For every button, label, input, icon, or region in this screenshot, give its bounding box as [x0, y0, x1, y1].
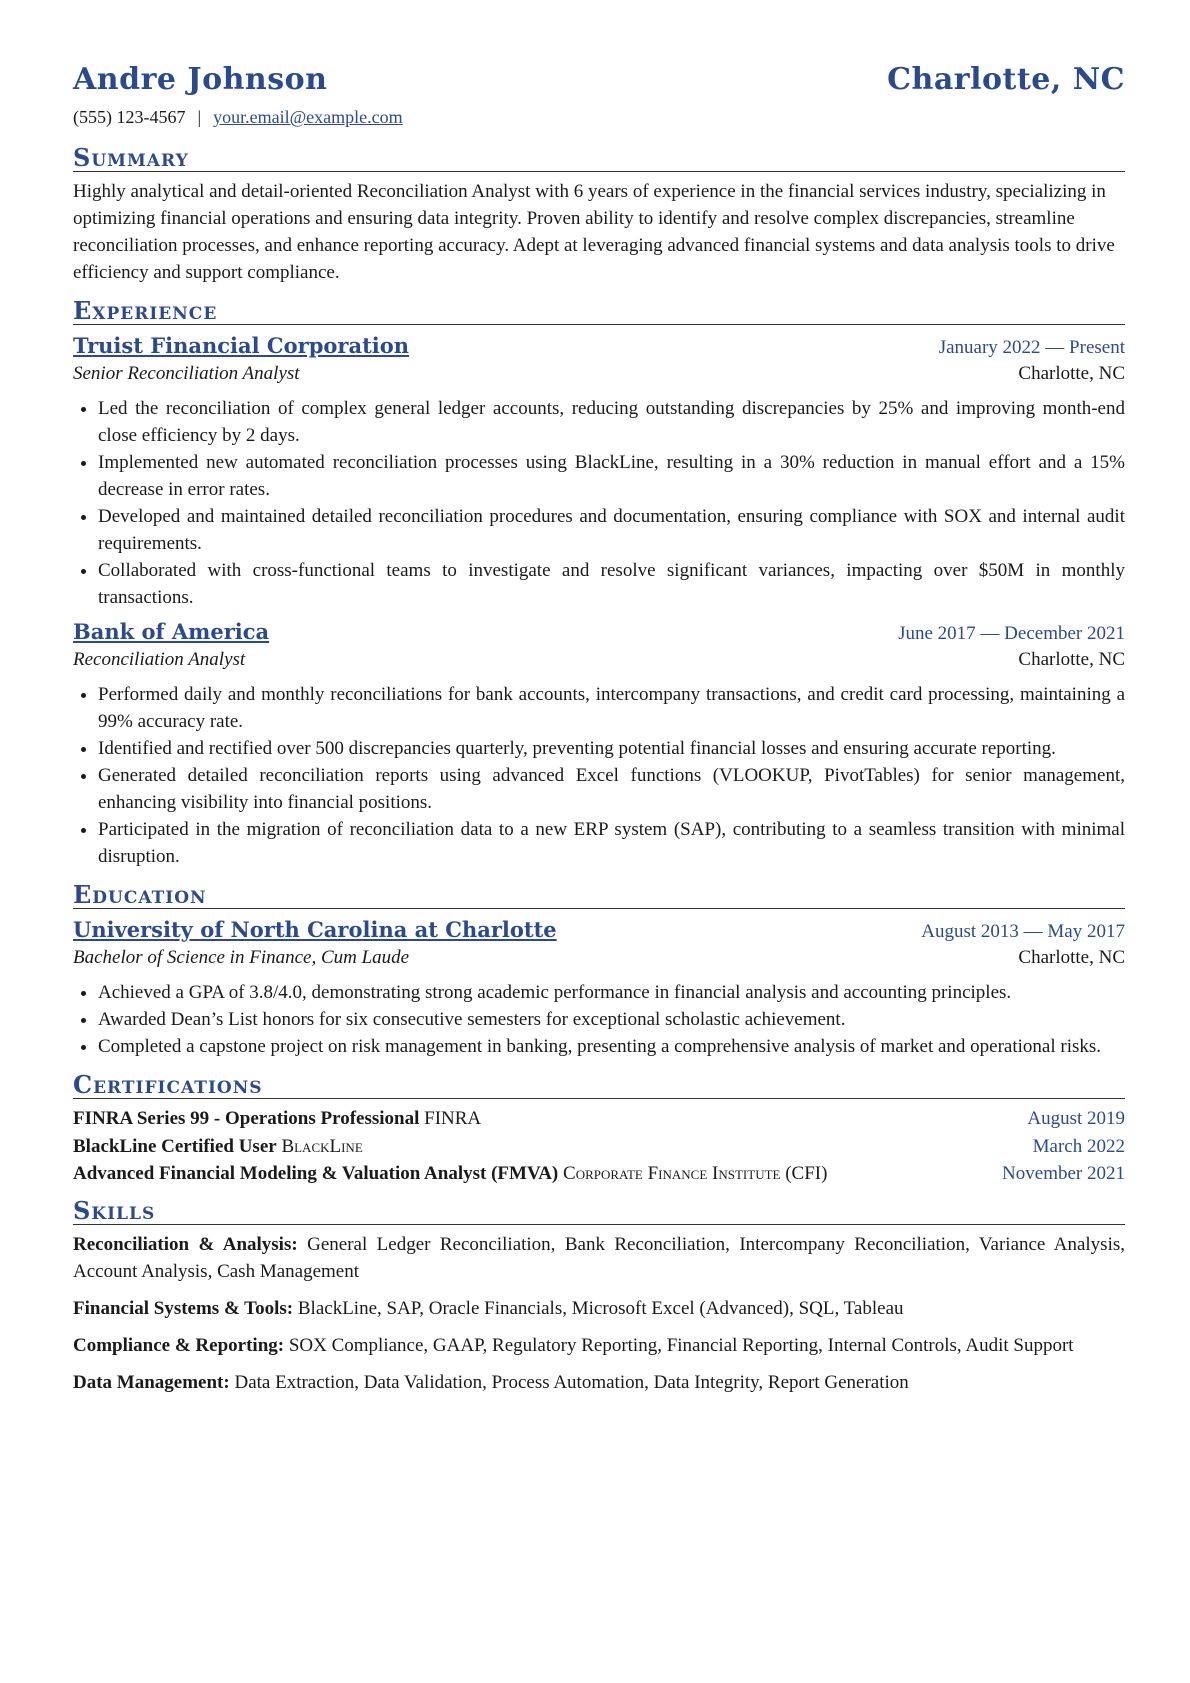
- education-dates: August 2013 — May 2017: [921, 921, 1125, 942]
- skill-group-label: Reconciliation & Analysis:: [73, 1233, 298, 1255]
- skill-group: [73, 1332, 1125, 1359]
- skill-group-label: Financial Systems & Tools:: [73, 1297, 294, 1319]
- education-location: Charlotte, NC: [1018, 947, 1125, 968]
- skill-group: [73, 1295, 1125, 1322]
- employment-dates: January 2022 — Present: [938, 337, 1125, 358]
- certification-issuer: FINRA: [424, 1108, 482, 1129]
- certification-date: November 2021: [1002, 1163, 1125, 1184]
- experience-entry: [73, 619, 1125, 870]
- certification-date: August 2019: [1027, 1108, 1125, 1129]
- school-link[interactable]: University of North Carolina at Charlotte: [73, 917, 557, 942]
- company-link[interactable]: Bank of America: [73, 619, 270, 644]
- section-heading-experience: Experience: [73, 298, 1125, 325]
- section-heading-education: Education: [73, 882, 1125, 909]
- list-item: • Awarded Dean’s List honors for six consecutive semesters for exceptional scholastic achievement.: [98, 1006, 1125, 1033]
- list-item: • Completed a capstone project on risk management in banking, presenting a comprehensive analysis of market and operational risks.: [98, 1033, 1125, 1060]
- skill-group-items: SOX Compliance, GAAP, Regulatory Reporting, Financial Reporting, Internal Controls, Audit Support: [288, 1334, 1074, 1356]
- experience-bullets: [73, 681, 1125, 870]
- job-title: Senior Reconciliation Analyst: [73, 363, 300, 384]
- certifications-list: [73, 1105, 1125, 1188]
- skill-group-items: BlackLine, SAP, Oracle Financials, Microsoft Excel (Advanced), SQL, Tableau: [297, 1297, 904, 1319]
- phone-number: (555) 123-4567: [73, 107, 186, 127]
- company-link[interactable]: Truist Financial Corporation: [73, 333, 410, 358]
- certification-name: FINRA Series 99 - Operations Professional: [73, 1108, 420, 1129]
- skill-group-items: Data Extraction, Data Validation, Process Automation, Data Integrity, Report Generation: [234, 1371, 909, 1393]
- certification-issuer: Corporate Finance Institute: [563, 1163, 781, 1184]
- resume-page: [73, 62, 1125, 1396]
- skill-group-items: General Ledger Reconciliation, Bank Reconciliation, Intercompany Reconciliation, Variance Analysis, Account Analysis, Cash Management: [73, 1233, 1125, 1282]
- education-bullets: [73, 979, 1125, 1060]
- certification-issuer-abbrev: (CFI): [785, 1163, 828, 1184]
- section-heading-certifications: Certifications: [73, 1072, 1125, 1099]
- list-item: • Participated in the migration of reconciliation data to a new ERP system (SAP), contributing to a seamless transition with minimal disruption.: [98, 816, 1125, 870]
- certification-name: BlackLine Certified User: [73, 1135, 277, 1157]
- candidate-location: Charlotte, NC: [887, 62, 1125, 97]
- skill-group-label: Data Management:: [73, 1371, 230, 1393]
- skill-group: [73, 1369, 1125, 1396]
- education-entry: [73, 917, 1125, 1060]
- experience-entry: [73, 333, 1125, 611]
- employment-dates: June 2017 — December 2021: [898, 623, 1125, 644]
- candidate-name: Andre Johnson: [73, 62, 328, 97]
- certification-item: [73, 1133, 1125, 1161]
- email-link[interactable]: your.email@example.com: [213, 107, 403, 127]
- job-location: Charlotte, NC: [1018, 649, 1125, 670]
- job-title: Reconciliation Analyst: [73, 649, 246, 670]
- experience-bullets: [73, 395, 1125, 611]
- section-heading-skills: Skills: [73, 1198, 1125, 1225]
- certification-item: [73, 1160, 1125, 1188]
- certification-item: [73, 1105, 1125, 1133]
- section-heading-summary: Summary: [73, 145, 1125, 172]
- certification-name: Advanced Financial Modeling & Valuation Analyst (FMVA): [73, 1163, 559, 1184]
- certification-date: March 2022: [1032, 1135, 1125, 1157]
- list-item: • Generated detailed reconciliation reports using advanced Excel functions (VLOOKUP, PivotTables) for senior management, enhancing visibility into financial positions.: [98, 762, 1125, 816]
- list-item: • Developed and maintained detailed reconciliation procedures and documentation, ensuring compliance with SOX and internal audit requirements.: [98, 503, 1125, 557]
- job-location: Charlotte, NC: [1018, 363, 1125, 384]
- contact-line: [73, 107, 1125, 128]
- list-item: • Identified and rectified over 500 discrepancies quarterly, preventing potential financial losses and ensuring accurate reporting.: [98, 735, 1125, 762]
- skill-group-label: Compliance & Reporting:: [73, 1334, 285, 1356]
- list-item: • Performed daily and monthly reconciliations for bank accounts, intercompany transactions, and credit card processing, maintaining a 99% accuracy rate.: [98, 681, 1125, 735]
- contact-separator: |: [197, 107, 202, 127]
- skill-group: [73, 1231, 1125, 1285]
- certification-issuer: BlackLine: [281, 1135, 363, 1157]
- list-item: • Implemented new automated reconciliation processes using BlackLine, resulting in a 30% reduction in manual effort and a 15% decrease in error rates.: [98, 449, 1125, 503]
- summary-text: Highly analytical and detail-oriented Reconciliation Analyst with 6 years of experience in the financial services industry, specializing in optimizing financial operations and ensuring data integrity. Proven ability to identify and resolve complex discrepancies, streamline reconciliation processes, and enhance reporting accuracy. Adept at leveraging advanced financial systems and data analysis tools to drive efficiency and support compliance.: [73, 181, 1115, 283]
- list-item: • Led the reconciliation of complex general ledger accounts, reducing outstanding discrepancies by 25% and improving month-end close efficiency by 2 days.: [98, 395, 1125, 449]
- list-item: • Achieved a GPA of 3.8/4.0, demonstrating strong academic performance in financial analysis and accounting principles.: [98, 979, 1125, 1006]
- degree: Bachelor of Science in Finance, Cum Laude: [73, 947, 410, 968]
- resume-header: [73, 62, 1125, 97]
- list-item: • Collaborated with cross-functional teams to investigate and resolve significant variances, impacting over $50M in monthly transactions.: [98, 557, 1125, 611]
